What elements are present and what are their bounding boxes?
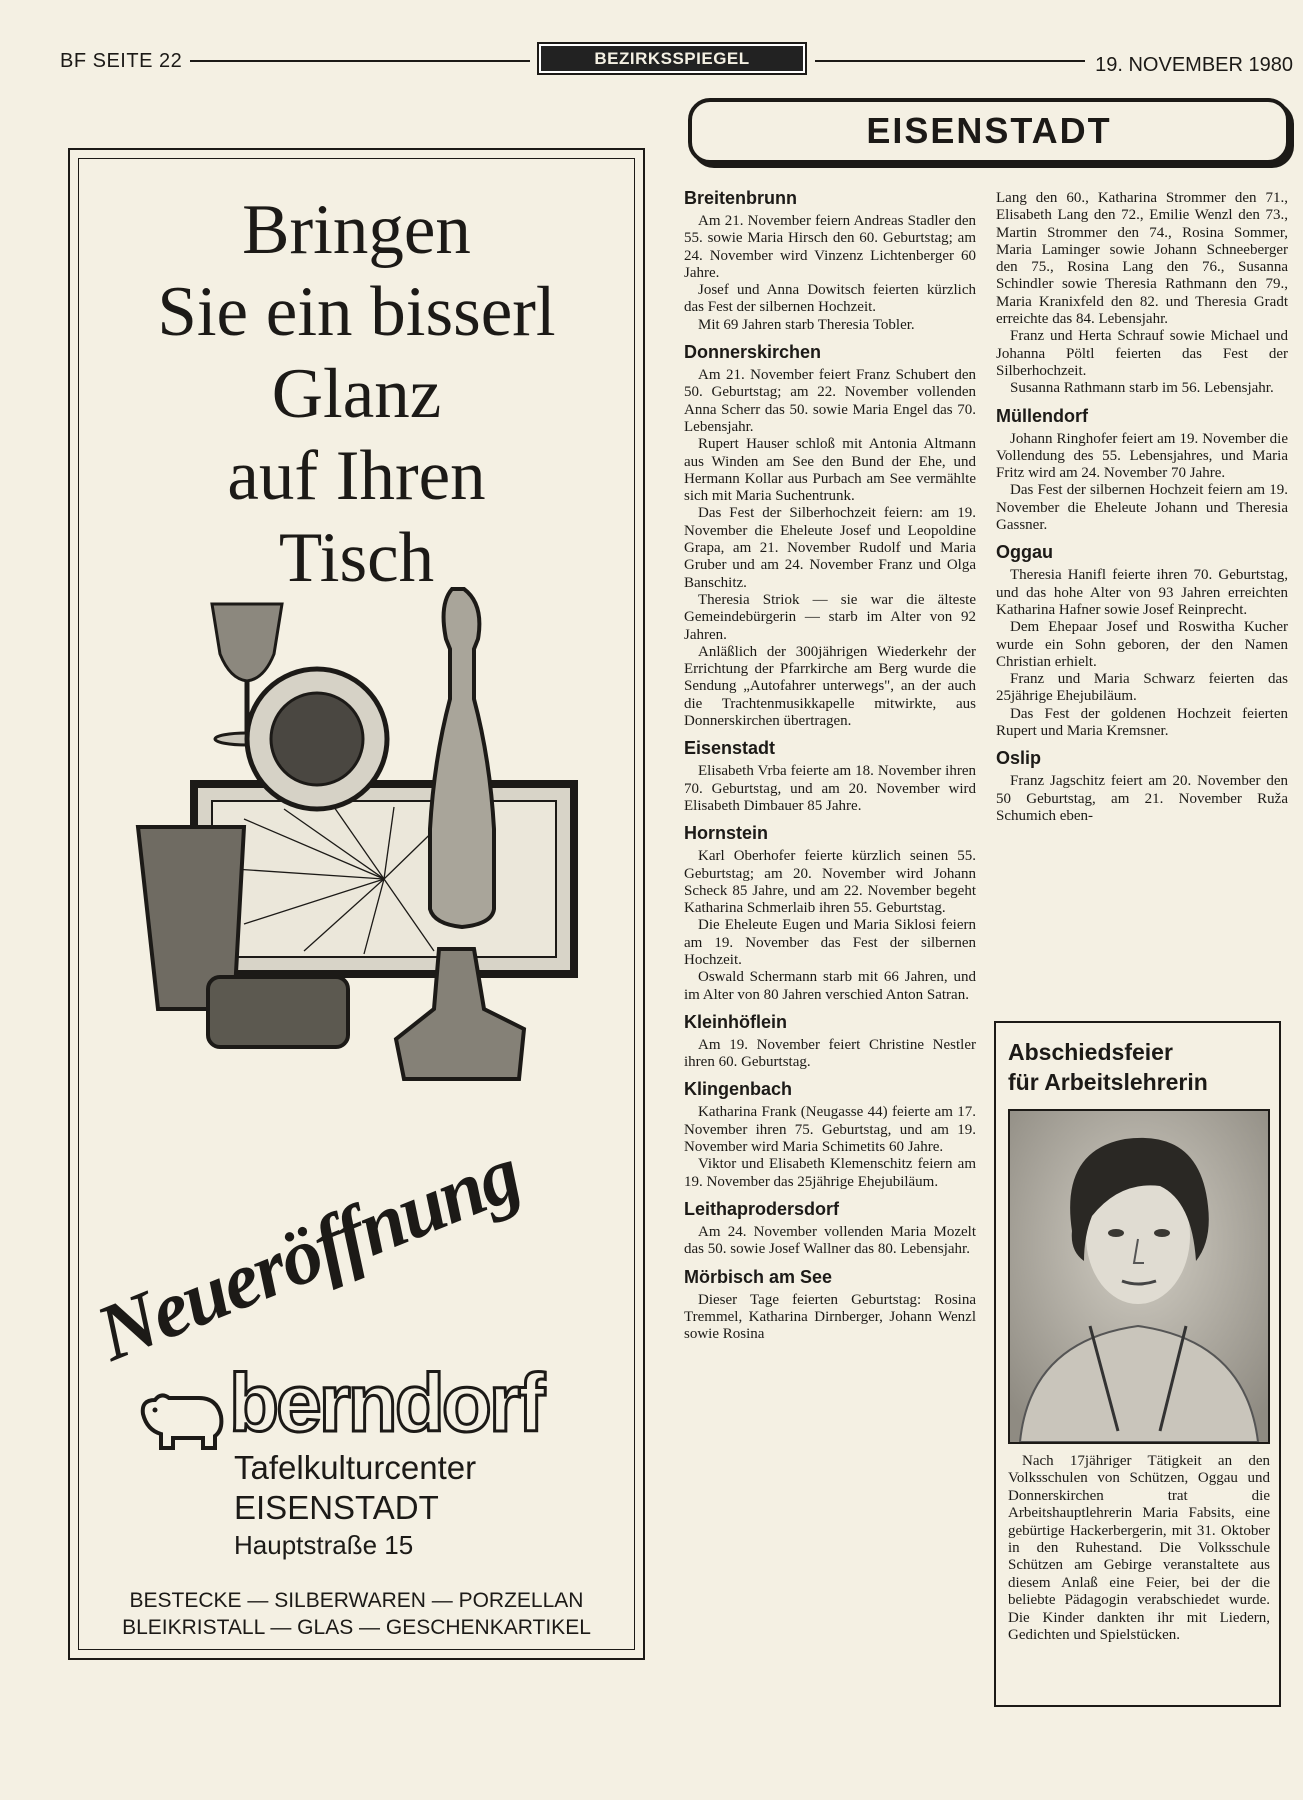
lying-glass xyxy=(208,977,348,1047)
title-line: für Arbeitslehrerin xyxy=(1008,1069,1208,1095)
news-column-2 xyxy=(996,190,1288,825)
bear-logo-icon xyxy=(137,1384,227,1452)
advertisement xyxy=(68,148,645,1660)
brand-logo: berndorf xyxy=(229,1358,543,1449)
heading-oggau: Oggau xyxy=(996,542,1053,563)
heading-kleinhoeflein: Kleinhöflein xyxy=(684,1011,787,1032)
farewell-article-title xyxy=(1008,1037,1208,1097)
paragraph: Oswald Schermann starb mit 66 Jahren, und im Alter von 80 Jahren verschied Anton Satran. xyxy=(684,969,976,1003)
advertisement-frame xyxy=(78,158,635,1650)
decanter-shape xyxy=(430,589,494,927)
news-column-1 xyxy=(684,188,976,1343)
paragraph: Das Fest der silbernen Hochzeit feiern am 19. November die Eheleute Johann und Theresia Gassner. xyxy=(996,482,1288,534)
paragraph: Am 24. November vollenden Maria Mozelt das 50. sowie Josef Wallner das 80. Lebensjahr. xyxy=(684,1223,976,1258)
ad-products-line: BLEIKRISTALL — GLAS — GESCHENKARTIKEL xyxy=(122,1616,591,1639)
ad-store-type: Tafelkulturcenter xyxy=(234,1449,477,1486)
heading-klingenbach: Klingenbach xyxy=(684,1079,793,1100)
ad-store-address: Hauptstraße 15 xyxy=(234,1530,414,1560)
paragraph: Das Fest der goldenen Hochzeit feierten Rupert und Maria Kremsner. xyxy=(996,705,1288,740)
issue-date: 19. NOVEMBER 1980 xyxy=(1095,54,1293,76)
crystal-glassware-illustration xyxy=(134,579,594,1159)
heading-oslip: Oslip xyxy=(996,748,1042,769)
heading-hornstein: Hornstein xyxy=(684,823,769,844)
paragraph: Susanna Rathmann starb im 56. Lebensjahr. xyxy=(1010,380,1274,397)
ad-headline-line: Tisch xyxy=(278,519,435,597)
paragraph: Die Eheleute Eugen und Maria Siklosi feiern am 19. November das Fest der silbernen Hochzeit. xyxy=(684,917,976,968)
header-rule-right xyxy=(815,60,1085,62)
paragraph: Theresia Hanifl feierte ihren 70. Geburtstag, und das hohe Alter von 93 Jahren erreichten Katharina Hafner sowie Josef Reinprecht. xyxy=(996,567,1288,618)
title-line: Abschiedsfeier xyxy=(1008,1039,1173,1065)
ad-headline xyxy=(79,189,634,599)
ad-product-list xyxy=(79,1587,634,1641)
farewell-article-body xyxy=(1008,1453,1270,1644)
ad-headline-line: Bringen xyxy=(242,191,471,269)
publication-name: BEZIRKSSPIEGEL xyxy=(541,46,803,71)
paragraph: Nach 17jähriger Tätigkeit an den Volksschulen von Schützen, Oggau und Donnerskirchen trat die Arbeitshauptlehrerin Maria Fabsits, eine gebürtige Hackerbergerin, mit 31. Oktober in den Ruhestand. Die Volksschule Schützen am Gebirge veranstaltete aus diesem Anlaß eine Feier, bei der die beliebte Pädagogin verabschiedet wurde. Die Kinder dankten ihr mit Liedern, Gedichten und Spielstücken. xyxy=(1008,1453,1270,1644)
header-rule-left xyxy=(190,60,530,62)
ad-script-neueroeffnung: Neueröffnung xyxy=(85,1129,532,1379)
paragraph: Johann Ringhofer feiert am 19. November die Vollendung des 55. Lebensjahres, und Maria Fritz wird am 24. November 70 Jahre. xyxy=(996,430,1288,482)
heading-donnerskirchen: Donnerskirchen xyxy=(684,342,822,363)
paragraph: Elisabeth Vrba feierte am 18. November ihren 70. Geburtstag, und am 20. November wird Elisabeth Dimbauer 85 Jahre. xyxy=(684,763,976,814)
paragraph: Dieser Tage feierten Geburtstag: Rosina Tremmel, Katharina Dirnberger, Johann Wenzl sowie Rosina xyxy=(684,1291,976,1343)
paragraph: Franz Jagschitz feiert am 20. November den 50 Geburtstag, am 21. November Ruža Schumich eben- xyxy=(996,773,1288,824)
farewell-article-box xyxy=(994,1021,1281,1707)
paragraph: Am 21. November feiern Andreas Stadler den 55. sowie Maria Hirsch den 60. Geburtstag; am 24. November wird Vinzenz Lichtenberger 60 Jahre. xyxy=(684,213,976,281)
paragraph: Anläßlich der 300jährigen Wiederkehr der Errichtung der Pfarrkirche am Berg wurde die Sendung „Autofahrer unterwegs", an der auch die Trachtenmusikkapelle mitwirkte, aus Donnerskirchen übertragen. xyxy=(684,643,976,730)
ashtray-bowl xyxy=(271,693,363,785)
paragraph: Karl Oberhofer feierte kürzlich seinen 55. Geburtstag; am 20. November wird Johann Scheck 85 Jahre, und am 22. November begeht Katharina Schmerlaib ihren 55. Geburtstag. xyxy=(684,848,976,917)
paragraph: Am 21. November feiert Franz Schubert den 50. Geburtstag; am 22. November vollenden Anna Scherr das 50. sowie Maria Engel das 70. Lebensjahr. xyxy=(684,367,976,435)
page-number: BF SEITE 22 xyxy=(60,50,183,72)
paragraph: Lang den 60., Katharina Strommer den 71., Elisabeth Lang den 72., Emilie Wenzl den 73., Martin Strommer den 74., Rosina Sommer, Maria Laminger sowie Johann Schneeberger den 75., Rosina Lang den 76., Susanna Schindler sowie Theresia Rathmann den 79., Maria Kranixfeld den 82. und Theresia Gradt erreichte das 84. Lebensjahr. xyxy=(996,190,1288,328)
publication-badge xyxy=(537,42,807,75)
heading-breitenbrunn: Breitenbrunn xyxy=(684,188,798,208)
ad-headline-line: Glanz xyxy=(271,355,442,433)
wine-glass-bowl xyxy=(212,604,282,681)
paragraph: Josef und Anna Dowitsch feierten kürzlich das Fest der silbernen Hochzeit. xyxy=(684,282,976,316)
paragraph: Franz und Herta Schrauf sowie Michael und Johanna Pöltl feierten das Fest der Silberhochzeit. xyxy=(996,328,1288,379)
paragraph: Mit 69 Jahren starb Theresia Tobler. xyxy=(698,316,915,333)
paragraph: Das Fest der Silberhochzeit feiern: am 19. November die Eheleute Josef und Leopoldine Grapa, am 21. November Rudolf und Maria Gruber und am 24. November Franz und Olga Banschitz. xyxy=(684,505,976,591)
ad-headline-line: auf Ihren xyxy=(227,437,486,515)
ad-headline-line: Sie ein bisserl xyxy=(157,273,556,351)
paragraph: Theresia Striok — sie war die älteste Gemeindebürgerin — starb im Alter von 92 Jahren. xyxy=(684,591,976,643)
paragraph: Viktor und Elisabeth Klemenschitz feiern am 19. November das 25jährige Ehejubiläum. xyxy=(684,1156,976,1190)
heading-leithaprodersdorf: Leithaprodersdorf xyxy=(684,1198,840,1219)
ad-store-city: EISENSTADT xyxy=(234,1489,439,1526)
portrait-image xyxy=(1010,1111,1268,1442)
portrait-photo xyxy=(1008,1109,1270,1444)
heading-muellendorf: Müllendorf xyxy=(996,405,1088,426)
heading-eisenstadt: Eisenstadt xyxy=(684,738,776,759)
paragraph: Dem Ehepaar Josef und Roswitha Kucher wurde ein Sohn geboren, der den Namen Christian erhielt. xyxy=(996,619,1288,670)
paragraph: Am 19. November feiert Christine Nestler ihren 60. Geburtstag. xyxy=(684,1036,976,1071)
ad-products-line: BESTECKE — SILBERWAREN — PORZELLAN xyxy=(129,1589,584,1612)
heading-moerbisch: Mörbisch am See xyxy=(684,1266,833,1287)
paragraph: Katharina Frank (Neugasse 44) feierte am 17. November ihren 75. Geburtstag, und am 19. November wird Maria Schimetits 60 Jahre. xyxy=(684,1104,976,1156)
paragraph: Franz und Maria Schwarz feierten das 25jährige Ehejubiläum. xyxy=(996,671,1288,705)
paragraph: Rupert Hauser schloß mit Antonia Altmann aus Winden am See den Bund der Ehe, und Hermann Kollar aus Purbach am See vermählte sich mit Maria Suchentrunk. xyxy=(684,436,976,505)
section-title: EISENSTADT xyxy=(688,98,1290,164)
